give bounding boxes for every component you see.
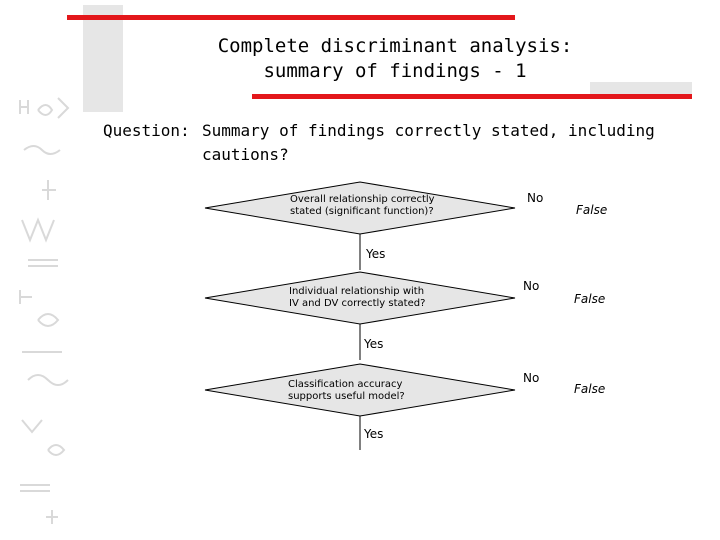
decision-2-false-label: False [574, 292, 606, 306]
decision-2-no-label: No [523, 279, 540, 293]
decision-1-no-label: No [527, 191, 544, 205]
question-label: Question: [103, 121, 190, 140]
decision-3-yes-label: Yes [364, 427, 384, 441]
decision-2-text: Individual relationship with IV and DV correctly stated? [289, 286, 426, 309]
title-line-1: Complete discriminant analysis: [217, 35, 573, 57]
decision-1-false-label: False [576, 203, 608, 217]
question-text: Summary of findings correctly stated, including cautions? [202, 121, 655, 164]
title-line-2: summary of findings - 1 [263, 60, 527, 82]
decision-1-yes-label: Yes [366, 247, 386, 261]
decision-3-text: Classification accuracy supports useful model? [288, 379, 405, 402]
decision-3-false-label: False [574, 382, 606, 396]
decision-1-text: Overall relationship correctly stated (significant function)? [290, 194, 435, 217]
decision-3-no-label: No [523, 371, 540, 385]
decision-2-yes-label: Yes [364, 337, 384, 351]
